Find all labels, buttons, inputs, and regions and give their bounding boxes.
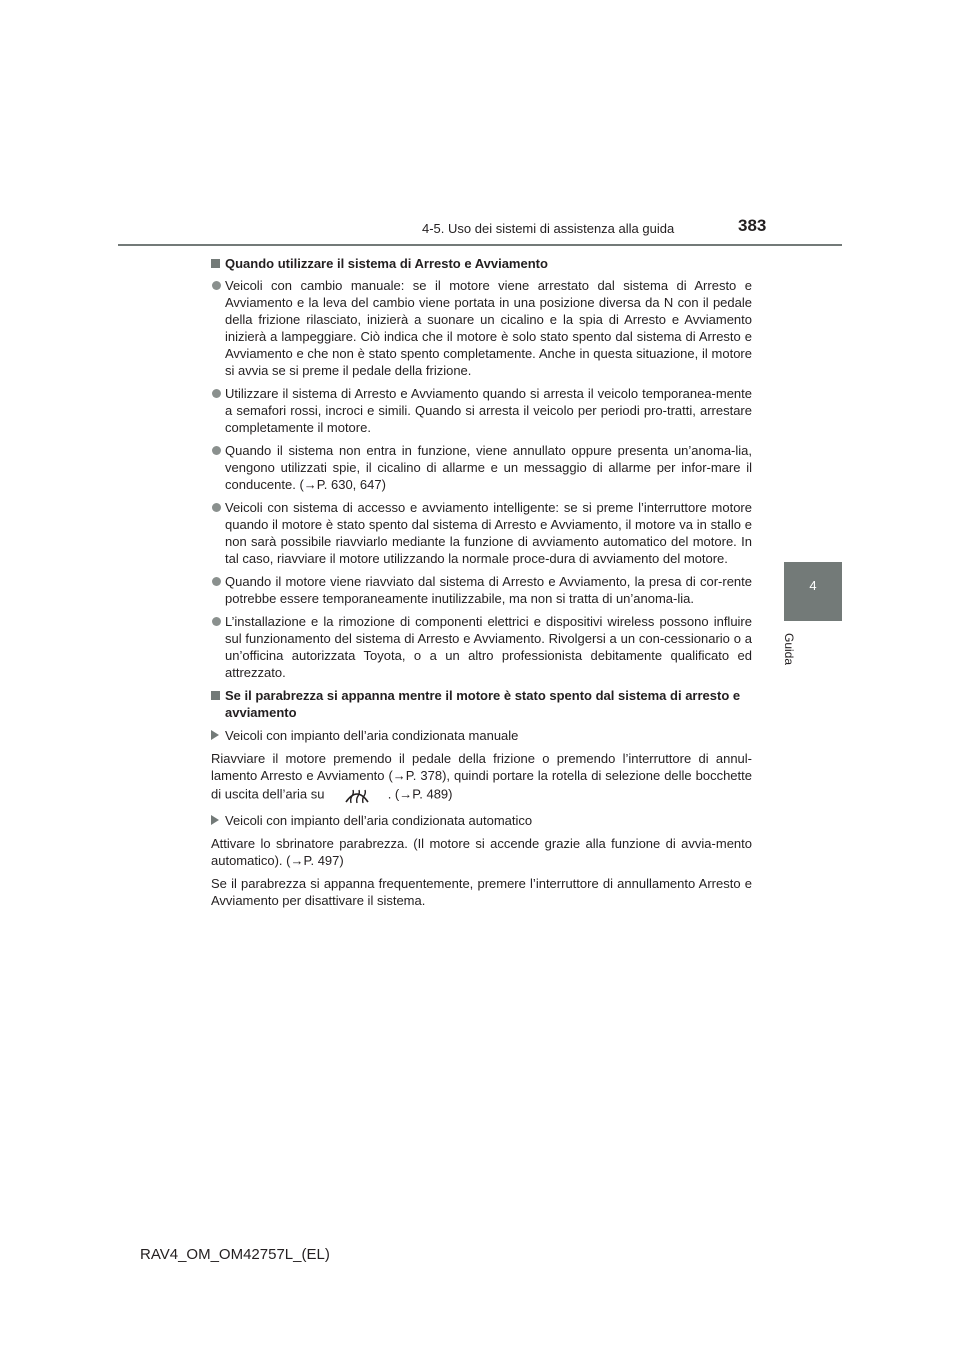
paragraph-text: Riavviare il motore premendo il pedale della frizione o premendo l’interruttore di annul-lamento Arresto e Avviamento (→P. 378), quindi portare la rotella di selezione delle bocchette di uscita dell’aria su (211, 751, 752, 802)
list-item-text: Veicoli con cambio manuale: se il motore viene arrestato dal sistema di Arresto e Avviamento e la leva del cambio viene portata in una posizione diversa da N con il pedale della frizione rilasciato, inizierà a suonare un cicalino e la spia di Arresto e Avviamento inizierà a lampeggiare. Ciò indica che il motore è solo stato spento dal sistema di Arresto e Avviamento e che non è stato spento completamente. Anche in questa situazione, il motore si avvia se si preme il pedale della frizione. (225, 278, 752, 378)
chapter-tab (784, 562, 842, 621)
paragraph: Se il parabrezza si appanna frequentemente, premere l’interruttore di annullamento Arresto e Avviamento per disattivare il sistema. (211, 876, 752, 908)
circle-bullet-icon (212, 446, 221, 455)
subheading-text: Veicoli con impianto dell’aria condizionata manuale (225, 728, 519, 743)
header-divider (118, 244, 842, 246)
triangle-bullet-icon (211, 815, 219, 825)
circle-bullet-icon (212, 389, 221, 398)
list-item (211, 499, 752, 567)
chapter-label-container (782, 630, 803, 672)
list-item-text: Veicoli con sistema di accesso e avviamento intelligente: se si preme l’interruttore motore quando il motore è stato spento dal sistema di Arresto e Avviamento, il motore va in stallo e non sarà possibile riavviarlo mediante la funzione di avviamento automatico del motore. In tal caso, riavviare il motore utilizzando la normale proce-dura di avviamento del motore. (225, 500, 752, 566)
page-number: 383 (738, 216, 767, 235)
circle-bullet-icon (212, 617, 221, 626)
section-heading-text: Quando utilizzare il sistema di Arresto e Avviamento (225, 256, 548, 271)
list-item-text: L’installazione e la rimozione di componenti elettrici e dispositivi wireless possono influire sul funzionamento del sistema di Arresto e Avviamento. Rivolgersi a un con-cessionario o a un’officina autorizzata Toyota, o a un altro professionista debitamente qualificato ed attrezzato. (225, 614, 752, 680)
list-item (211, 385, 752, 436)
chapter-label: Guida (782, 632, 797, 666)
circle-bullet-icon (212, 281, 221, 290)
list-item-text: Utilizzare il sistema di Arresto e Avviamento quando si arresta il veicolo temporanea-mente a semafori rossi, incroci e simili. Quando si arresta il veicolo per periodi pro-tratti, arrestare completamente il motore. (225, 386, 752, 435)
subheading (211, 812, 752, 829)
list-item (211, 573, 752, 607)
square-bullet-icon (211, 691, 220, 700)
subheading-text: Veicoli con impianto dell’aria condizionata automatico (225, 813, 533, 828)
section-heading (211, 255, 752, 272)
windshield-defroster-icon (344, 784, 370, 806)
list-item (211, 442, 752, 493)
main-content (211, 255, 752, 915)
list-item (211, 277, 752, 379)
chapter-number: 4 (809, 578, 817, 593)
paragraph-text: . (→P. 489) (387, 786, 453, 802)
circle-bullet-icon (212, 577, 221, 586)
square-bullet-icon (211, 259, 220, 268)
paragraph (211, 750, 752, 806)
header-section-title: 4-5. Uso dei sistemi di assistenza alla guida (422, 221, 675, 236)
document-code: RAV4_OM_OM42757L_(EL) (140, 1246, 330, 1263)
paragraph: Attivare lo sbrinatore parabrezza. (Il motore si accende grazie alla funzione di avvia-mento automatico). (→P. 497) (211, 836, 752, 868)
circle-bullet-icon (212, 503, 221, 512)
section-heading (211, 687, 752, 721)
list-item-text: Quando il motore viene riavviato dal sistema di Arresto e Avviamento, la presa di cor-rente potrebbe essere temporaneamente inutilizzabile, ma non si tratta di un’anoma-lia. (225, 574, 752, 606)
list-item-text: Quando il sistema non entra in funzione, viene annullato oppure presenta un’anoma-lia, vengono utilizzati spie, il cicalino di allarme e un messaggio di allarme per infor-mare il conducente. (→P. 630, 647) (225, 443, 752, 492)
list-item (211, 613, 752, 681)
section-heading-text: Se il parabrezza si appanna mentre il motore è stato spento dal sistema di arresto e avviamento (225, 688, 741, 720)
triangle-bullet-icon (211, 730, 219, 740)
subheading (211, 727, 752, 744)
